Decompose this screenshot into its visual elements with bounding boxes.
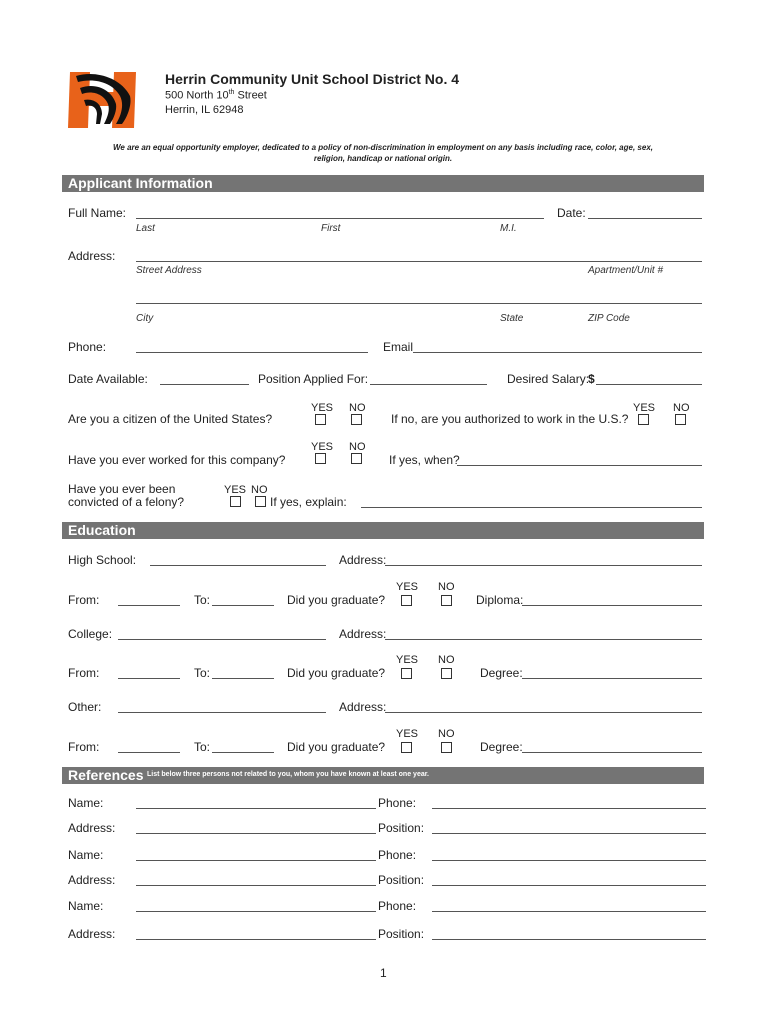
other-to-field[interactable] [212, 752, 274, 753]
college-to-label: To: [194, 666, 211, 680]
caption-first: First [321, 223, 341, 234]
other-degree-label: Degree: [480, 740, 523, 754]
caption-city: City [136, 313, 154, 324]
college-address-field[interactable] [385, 639, 702, 640]
desired-salary-label: Desired Salary: [507, 372, 590, 386]
ref3-phone-field[interactable] [432, 911, 706, 912]
college-no-label: NO [438, 654, 455, 666]
hs-from-label: From: [68, 593, 100, 607]
ref3-position-field[interactable] [432, 939, 706, 940]
street-suffix: Street [234, 89, 267, 102]
high-school-address-field[interactable] [385, 565, 702, 566]
worked-yes-label: YES [311, 441, 334, 453]
ref2-position-label: Position: [378, 873, 425, 887]
date-available-label: Date Available: [68, 372, 148, 386]
college-yes-label: YES [396, 654, 419, 666]
hs-no-checkbox[interactable] [441, 595, 452, 606]
org-street [165, 89, 267, 102]
caption-apt: Apartment/Unit # [588, 265, 664, 276]
citizen-yes-label: YES [311, 402, 334, 414]
street-address-field[interactable] [136, 261, 702, 262]
felony-yes-label: YES [224, 484, 247, 496]
hs-to-field[interactable] [212, 605, 274, 606]
felony-question-line-1: Have you ever been [68, 482, 176, 496]
other-label: Other: [68, 700, 102, 714]
other-to-label: To: [194, 740, 211, 754]
worked-question: Have you ever worked for this company? [68, 453, 286, 467]
applicant-section-title: Applicant Information [68, 175, 213, 191]
college-yes-checkbox[interactable] [401, 668, 412, 679]
ref2-name-field[interactable] [136, 860, 376, 861]
education-section-title: Education [68, 522, 136, 538]
position-label: Position Applied For: [258, 372, 369, 386]
college-degree-label: Degree: [480, 666, 523, 680]
if-yes-explain-label: If yes, explain: [270, 495, 347, 509]
other-address-field[interactable] [385, 712, 702, 713]
ref1-address-label: Address: [68, 821, 116, 835]
other-address-label: Address: [339, 700, 387, 714]
ref2-position-field[interactable] [432, 885, 706, 886]
citizen-question: Are you a citizen of the United States? [68, 412, 273, 426]
ref1-position-field[interactable] [432, 833, 706, 834]
applicant-section-bar [62, 175, 704, 192]
other-yes-label: YES [396, 728, 419, 740]
other-from-label: From: [68, 740, 100, 754]
college-from-field[interactable] [118, 678, 180, 679]
high-school-label: High School: [68, 553, 137, 567]
ref2-phone-label: Phone: [378, 848, 417, 862]
high-school-field[interactable] [150, 565, 326, 566]
felony-no-checkbox[interactable] [255, 496, 266, 507]
district-logo [66, 70, 138, 130]
hs-yes-checkbox[interactable] [401, 595, 412, 606]
other-graduate-question: Did you graduate? [287, 740, 386, 754]
full-name-field[interactable] [136, 218, 544, 219]
felony-yes-checkbox[interactable] [230, 496, 241, 507]
date-label: Date: [557, 206, 586, 220]
worked-no-label: NO [349, 441, 366, 453]
worked-when-field[interactable] [457, 465, 702, 466]
references-note: List below three persons not related to you, whom you have known at least one year. [147, 771, 430, 778]
street-prefix: 500 North 10 [165, 89, 229, 102]
date-available-field[interactable] [160, 384, 249, 385]
ref3-position-label: Position: [378, 927, 425, 941]
ref3-phone-label: Phone: [378, 899, 417, 913]
felony-question-line-2: convicted of a felony? [68, 495, 185, 509]
citizen-no-label: NO [349, 402, 366, 414]
college-to-field[interactable] [212, 678, 274, 679]
logo-graphic [66, 70, 138, 130]
desired-salary-field[interactable] [596, 384, 702, 385]
caption-zip: ZIP Code [588, 313, 630, 324]
full-name-label: Full Name: [68, 206, 127, 220]
ref2-name-label: Name: [68, 848, 104, 862]
ref3-address-field[interactable] [136, 939, 376, 940]
position-field[interactable] [370, 384, 487, 385]
hs-yes-label: YES [396, 581, 419, 593]
salary-currency: $ [588, 372, 595, 386]
worked-yes-checkbox[interactable] [315, 453, 326, 464]
ref2-address-label: Address: [68, 873, 116, 887]
hs-to-label: To: [194, 593, 211, 607]
email-label: Email [383, 340, 414, 354]
citizen-yes-checkbox[interactable] [315, 414, 326, 425]
other-school-field[interactable] [118, 712, 326, 713]
if-yes-when-label: If yes, when? [389, 453, 460, 467]
phone-field[interactable] [136, 352, 368, 353]
authorized-no-checkbox[interactable] [675, 414, 686, 425]
ref1-address-field[interactable] [136, 833, 376, 834]
address-label: Address: [68, 249, 116, 263]
other-no-label: NO [438, 728, 455, 740]
high-school-address-label: Address: [339, 553, 387, 567]
authorized-yes-checkbox[interactable] [638, 414, 649, 425]
street-sup: th [228, 89, 235, 96]
citizen-no-checkbox[interactable] [351, 414, 362, 425]
hs-no-label: NO [438, 581, 455, 593]
date-field[interactable] [588, 218, 702, 219]
ref1-name-label: Name: [68, 796, 104, 810]
worked-no-checkbox[interactable] [351, 453, 362, 464]
hs-graduate-question: Did you graduate? [287, 593, 386, 607]
ref1-phone-label: Phone: [378, 796, 417, 810]
other-from-field[interactable] [118, 752, 180, 753]
ref3-name-field[interactable] [136, 911, 376, 912]
caption-mi: M.I. [500, 223, 517, 234]
diploma-label: Diploma: [476, 593, 524, 607]
felony-no-label: NO [251, 484, 268, 496]
ref3-address-label: Address: [68, 927, 116, 941]
references-section-title: References [68, 767, 144, 783]
eeo-line-2: religion, handicap or national origin. [313, 154, 453, 163]
college-address-label: Address: [339, 627, 387, 641]
org-city: Herrin, IL 62948 [165, 104, 244, 116]
ref1-position-label: Position: [378, 821, 425, 835]
ref2-phone-field[interactable] [432, 860, 706, 861]
ref1-phone-field[interactable] [432, 808, 706, 809]
caption-state: State [500, 313, 524, 324]
ref2-address-field[interactable] [136, 885, 376, 886]
diploma-field[interactable] [522, 605, 702, 606]
page-number: 1 [380, 966, 387, 980]
felony-explain-field[interactable] [361, 507, 702, 508]
caption-last: Last [136, 223, 155, 234]
college-from-label: From: [68, 666, 100, 680]
phone-label: Phone: [68, 340, 107, 354]
org-name: Herrin Community Unit School District No. 4 [165, 71, 460, 87]
authorized-question: If no, are you authorized to work in the U.S.? [391, 412, 629, 426]
authorized-no-label: NO [673, 402, 690, 414]
ref1-name-field[interactable] [136, 808, 376, 809]
college-no-checkbox[interactable] [441, 668, 452, 679]
college-field[interactable] [118, 639, 326, 640]
caption-street: Street Address [136, 265, 202, 276]
city-state-zip-field[interactable] [136, 303, 702, 304]
other-yes-checkbox[interactable] [401, 742, 412, 753]
authorized-yes-label: YES [633, 402, 656, 414]
education-section-bar [62, 522, 704, 539]
eeo-line-1: We are an equal opportunity employer, dedicated to a policy of non-discrimination in employment on any basis including race, color, age, sex, [113, 143, 653, 152]
ref3-name-label: Name: [68, 899, 104, 913]
college-label: College: [68, 627, 113, 641]
college-degree-field[interactable] [522, 678, 702, 679]
eeo-statement [62, 142, 704, 164]
email-field[interactable] [413, 352, 702, 353]
other-no-checkbox[interactable] [441, 742, 452, 753]
references-section-bar [62, 767, 704, 784]
other-degree-field[interactable] [522, 752, 702, 753]
college-graduate-question: Did you graduate? [287, 666, 386, 680]
hs-from-field[interactable] [118, 605, 180, 606]
